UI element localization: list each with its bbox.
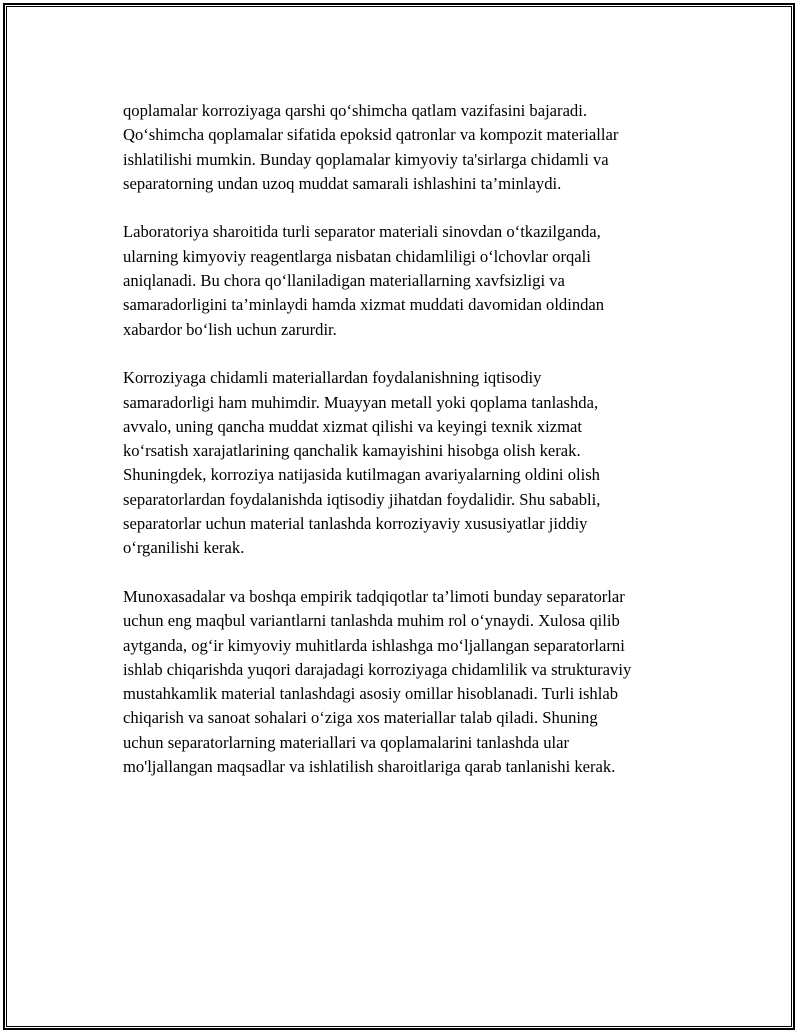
paragraph-1: qoplamalar korroziyaga qarshi qo‘shimcha qatlam vazifasini bajaradi. Qo‘shimcha qoplamalar sifatida epoksid qatronlar va kompozit materiallar ishlatilishi mumkin. Bunday qoplamalar kimyoviy ta'sirlarga chidamli va separatorning undan uzoq muddat samarali ishlashini ta’minlaydi.	[123, 101, 619, 193]
page-frame	[3, 3, 795, 1030]
paragraph-2: Laboratoriya sharoitida turli separator materiali sinovdan o‘tkazilganda, ularning kimyoviy reagentlarga nisbatan chidamliligi o‘lchovlar orqali aniqlanadi. Bu chora qo‘llaniladigan materiallarning xavfsizligi va samaradorligini ta’minlaydi hamda xizmat muddati davomidan oldindan xabardor bo‘lish uchun zarurdir.	[123, 222, 605, 339]
document-body	[123, 99, 693, 804]
paragraph-4: Munoxasadalar va boshqa empirik tadqiqotlar ta’limoti bunday separatorlar uchun eng maqbul variantlarni tanlashda muhim rol o‘ynaydi. Xulosa qilib aytganda, og‘ir kimyoviy muhitlarda ishlashga mo‘ljallangan separatorlarni ishlab chiqarishda yuqori darajadagi korroziyaga chidamlilik va strukturaviy mustahkamlik material tanlashdagi asosiy omillar hisoblanadi. Turli ishlab chiqarish va sanoat sohalari o‘ziga xos materiallar talab qiladi. Shuning uchun separatorlarning materiallari va qoplamalarini tanlashda ular mo'ljallangan maqsadlar va ishlatilish sharoitlariga qarab tanlanishi kerak.	[123, 586, 632, 777]
paragraph-3: Korroziyaga chidamli materiallardan foydalanishning iqtisodiy samaradorligi ham muhimdir. Muayyan metall yoki qoplama tanlashda, avvalo, uning qancha muddat xizmat qilishi va keyingi texnik xizmat ko‘rsatish xarajatlarining qanchalik kamayishini hisobga olish kerak. Shuningdek, korroziya natijasida kutilmagan avariyalarning oldini olish separatorlardan foydalanishda iqtisodiy jihatdan foydalidir. Shu sababli, separatorlar uchun material tanlashda korroziyaviy xususiyatlar jiddiy o‘rganilishi kerak.	[123, 368, 601, 558]
